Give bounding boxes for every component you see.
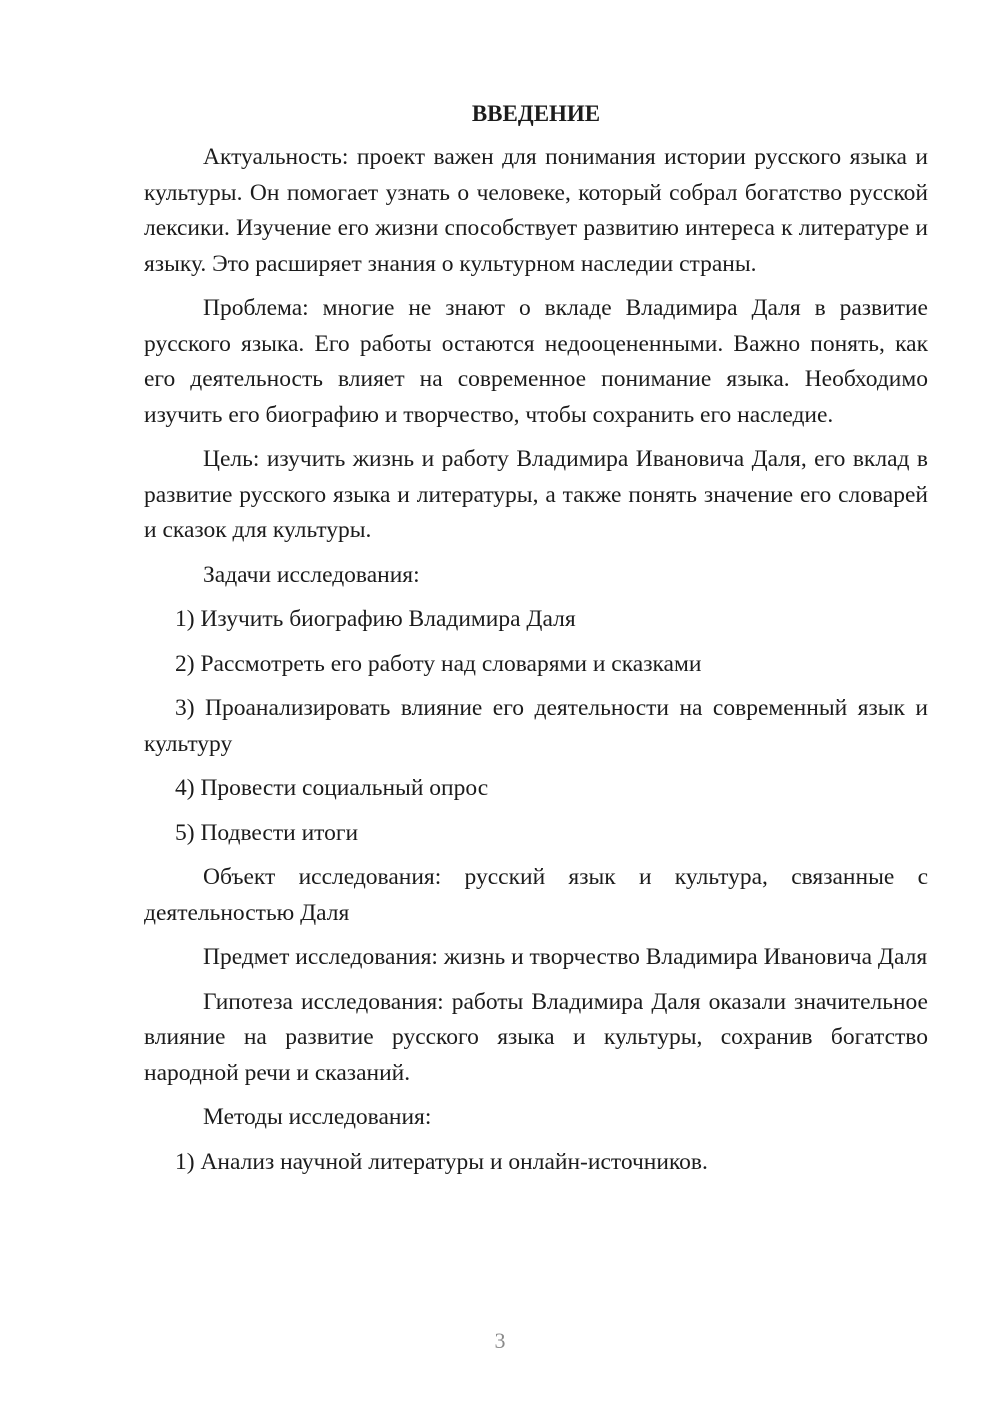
object-paragraph: Объект исследования: русский язык и культура, связанные с деятельностью Даля: [144, 864, 928, 926]
methods-heading: Методы исследования:: [203, 1104, 432, 1130]
tasks-heading: Задачи исследования:: [203, 561, 420, 588]
relevance-paragraph: Актуальность: проект важен для понимания истории русского языка и культуры. Он помогает узнать о человеке, который собрал богатство русской лексики. Изучение его жизни способствует развитию интереса к литературе и языку. Это расширяет знания о культурном наследии страны.: [144, 144, 928, 277]
goal-paragraph: Цель: изучить жизнь и работу Владимира Ивановича Даля, его вклад в развитие русского языка и литературы, а также понять значение его словарей и сказок для культуры.: [144, 446, 928, 543]
subject-paragraph: Предмет исследования: жизнь и творчество Владимира Ивановича Даля: [203, 944, 928, 970]
task-item: 1) Изучить биографию Владимира Даля: [175, 606, 576, 632]
section-title: ВВЕДЕНИЕ: [471, 101, 601, 126]
method-item: 1) Анализ научной литературы и онлайн-источников.: [175, 1148, 708, 1175]
page-content: [144, 96, 928, 1189]
task-item: 2) Рассмотреть его работу над словарями и сказками: [175, 650, 702, 677]
task-item: 4) Провести социальный опрос: [175, 775, 489, 801]
page-number: 3: [494, 1328, 506, 1353]
problem-paragraph: Проблема: многие не знают о вкладе Владимира Даля в развитие русского языка. Его работы остаются недооцененными. Важно понять, как его деятельность влияет на современное понимание языка. Необходимо изучить его биографию и творчество, чтобы сохранить его наследие.: [144, 295, 928, 428]
hypothesis-paragraph: Гипотеза исследования: работы Владимира Даля оказали значительное влияние на развитие русского языка и культуры, сохранив богатство народной речи и сказаний.: [144, 988, 928, 1086]
task-item: 5) Подвести итоги: [175, 819, 359, 846]
task-item: 3) Проанализировать влияние его деятельности на современный язык и культуру: [144, 695, 928, 757]
